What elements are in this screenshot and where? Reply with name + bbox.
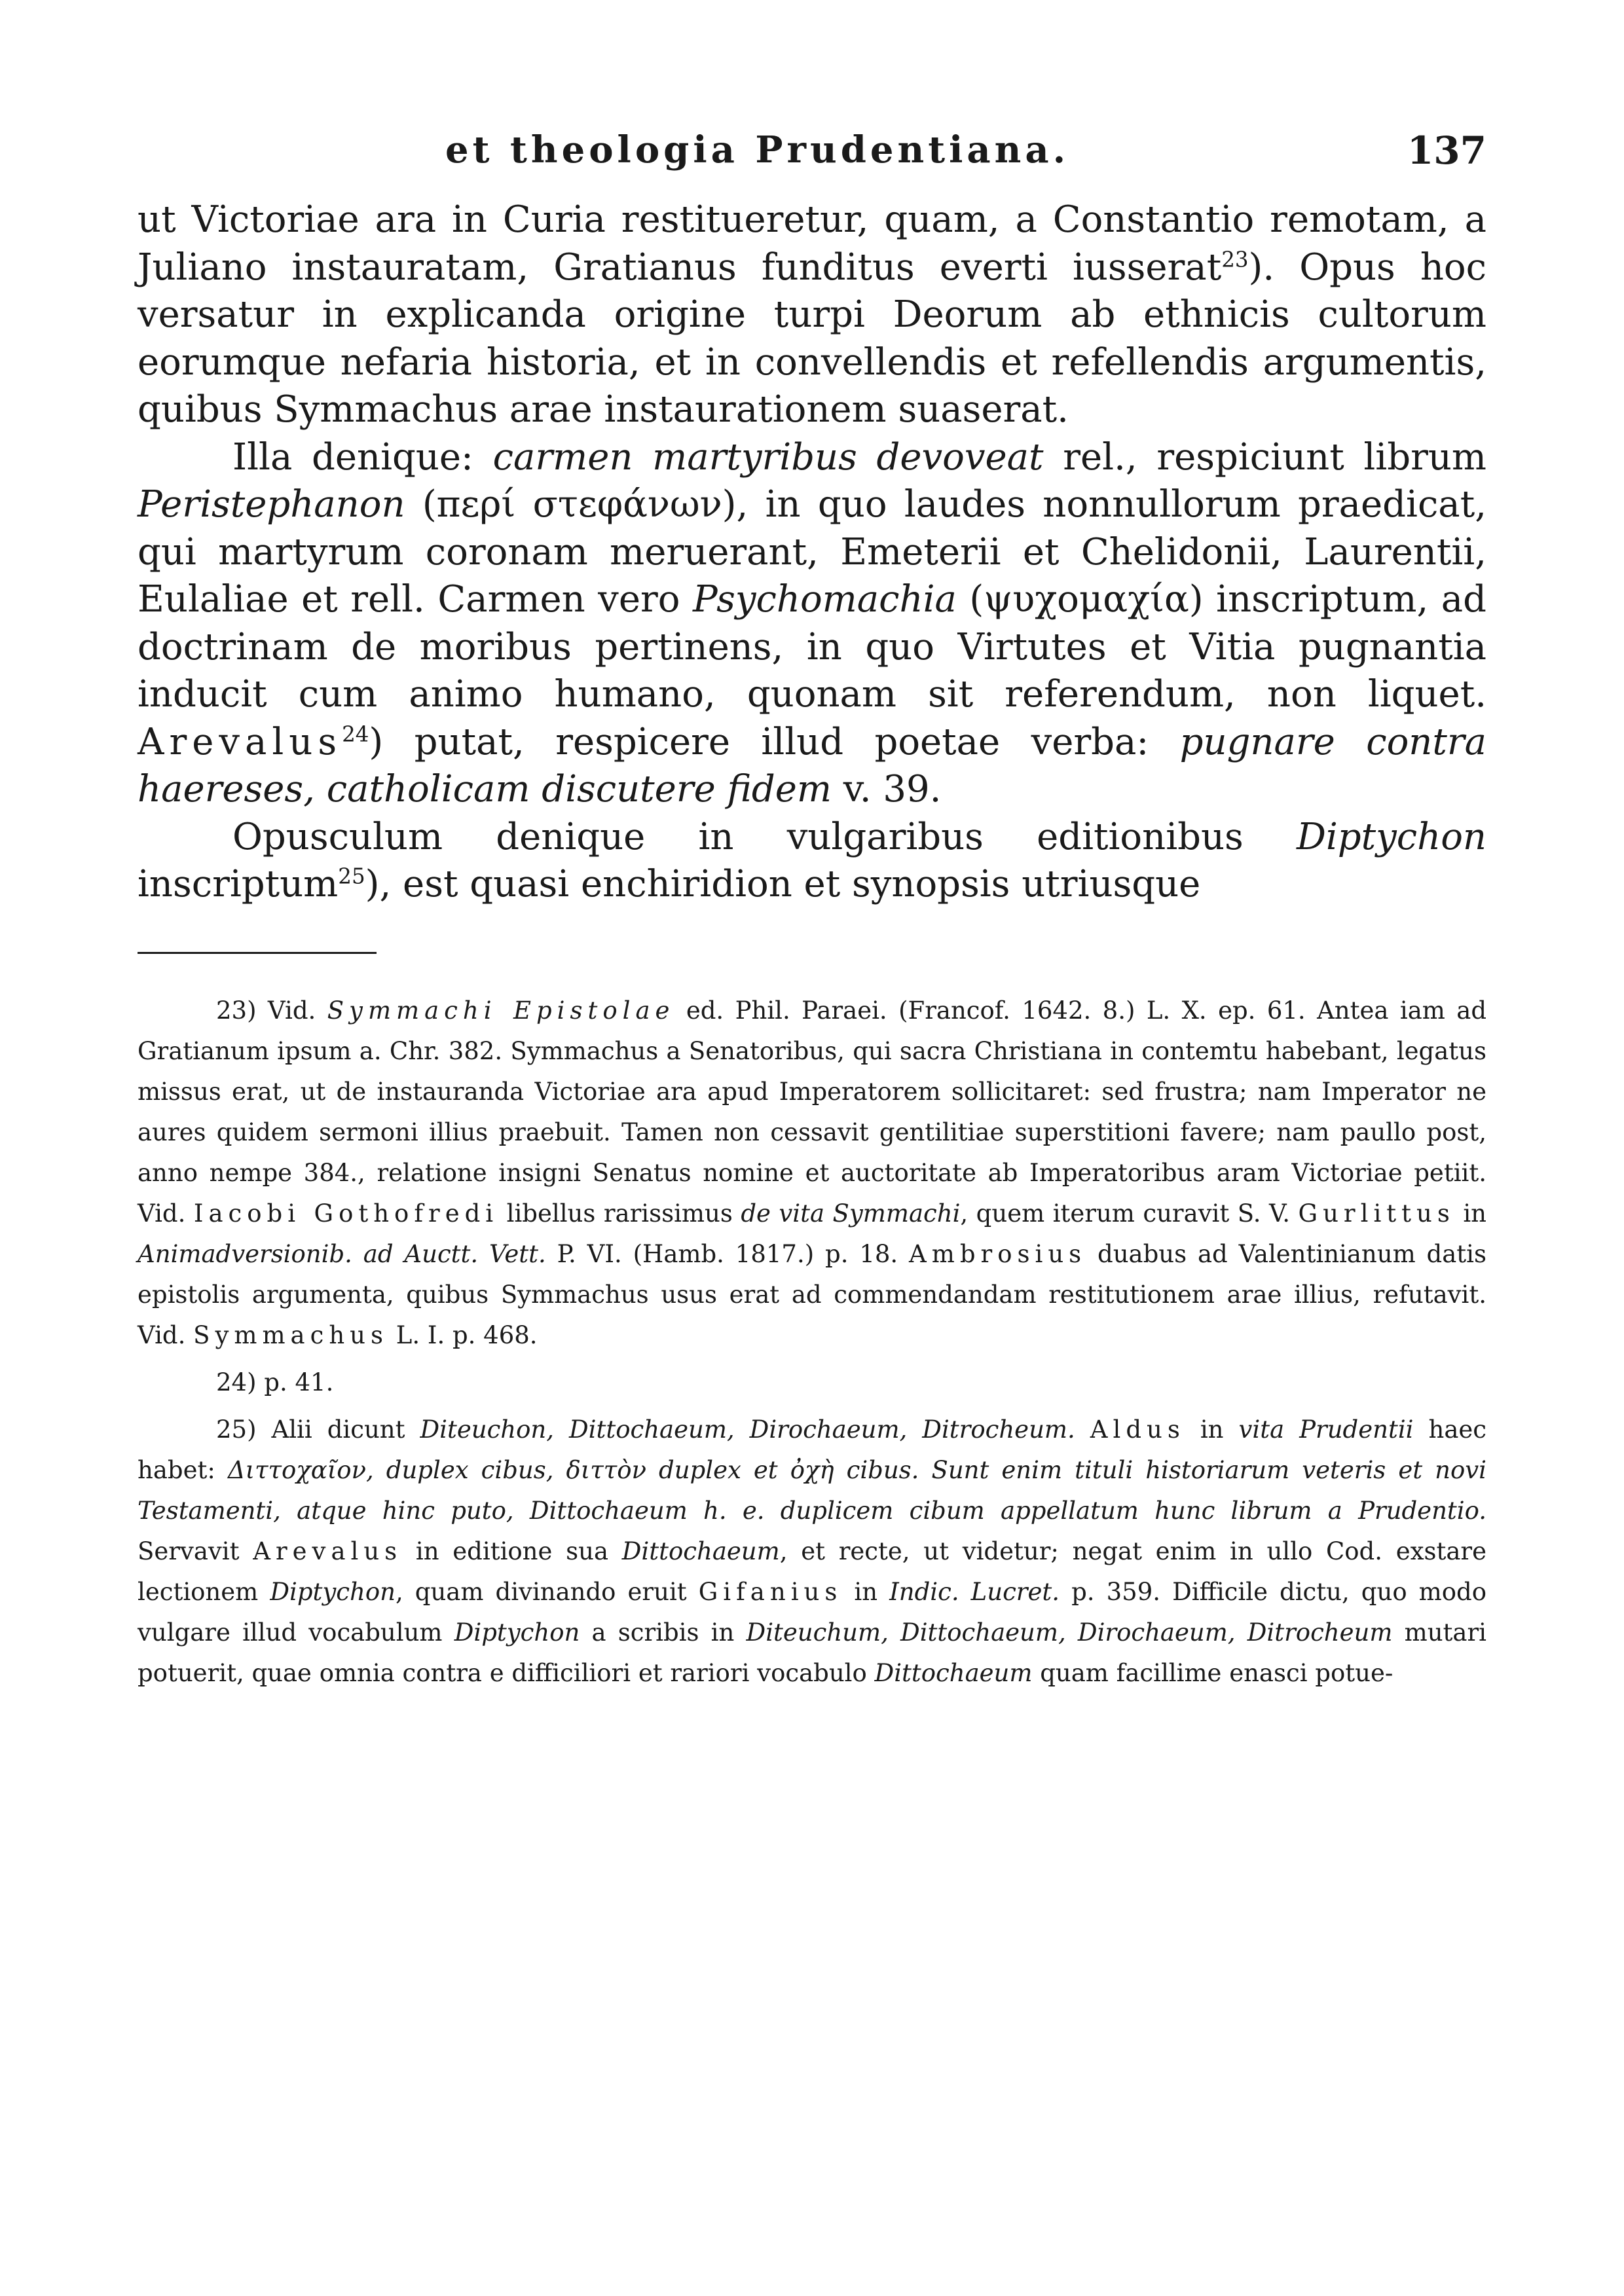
italic-quote: carmen martyribus devoveat bbox=[492, 435, 1044, 479]
italic-title: Animadversionib. ad Auctt. Vett. bbox=[138, 1239, 546, 1268]
footnotes bbox=[138, 991, 1486, 1694]
page-number: 137 bbox=[1407, 128, 1486, 173]
text-run: ed. Phil. Paraei. (Francof. 1642. 8.) L. X. ep. 61. Antea iam ad Gratianum ipsum a. Chr. 382. Symmachus a Senatoribus, qui sacra Christiana in contemtu habebant, legatus missus erat, ut de instauranda Victoriae ara apud Imperatorem sollicitaret: sed frustra; nam Imperator ne aures quidem sermoni illius praebuit. Tamen non cessavit gentilitiae superstitioni favere; nam paullo post, anno nempe 384., relatione insigni Senatus nomine et auctoritate ab Imperatoribus aram Victoriae petiit. Vid. bbox=[138, 996, 1487, 1228]
italic-title: Indic. Lucret. bbox=[889, 1577, 1060, 1606]
text-run: rel., respiciunt librum bbox=[1043, 435, 1487, 479]
text-run: quam facillime enasci potue- bbox=[1032, 1658, 1393, 1687]
italic-title: Diteuchum, Dittochaeum, Dirochaeum, Ditrocheum bbox=[746, 1618, 1393, 1647]
book-page bbox=[138, 111, 1486, 1694]
footnote-divider bbox=[138, 952, 377, 954]
text-run: , quem iterum curavit S. V. bbox=[960, 1199, 1299, 1228]
text-run: v. 39. bbox=[831, 768, 942, 811]
text-run: , et recte, ut videtur; negat enim in ullo Cod. exstare lectionem bbox=[138, 1537, 1486, 1606]
text-run: in bbox=[1185, 1415, 1239, 1444]
text-run: ) putat, respicere illud poetae verba: bbox=[369, 720, 1180, 763]
spaced-name: Gifanius bbox=[698, 1577, 843, 1606]
footnote-23 bbox=[138, 991, 1486, 1356]
text-run: libellus rarissimus bbox=[498, 1199, 741, 1228]
paragraph-2 bbox=[138, 434, 1486, 814]
text-run: p. 359. Difficile dictu, quo modo vulgare illud vocabulum bbox=[138, 1577, 1486, 1647]
italic-title: Diteuchon, Dittochaeum, Dirochaeum, Ditrocheum. bbox=[420, 1415, 1075, 1444]
italic-title: Peristephanon bbox=[138, 483, 405, 526]
italic-title: Diptychon bbox=[270, 1577, 396, 1606]
text-run: 23) Vid. bbox=[216, 996, 327, 1025]
spaced-name: Symmachus bbox=[193, 1321, 388, 1349]
text-run: ), est quasi enchiridion et synopsis utriusque bbox=[365, 863, 1201, 905]
text-run: (περί στεφάνων), in quo laudes nonnullorum praedicat, qui martyrum coronam meruerant, Emeterii et Chelidonii, Laurentii, Eulaliae et rell. Carmen vero bbox=[138, 483, 1486, 621]
text-run: Servavit bbox=[138, 1537, 253, 1565]
italic-title: Psychomachia bbox=[692, 578, 957, 621]
footnote-ref-24: 24 bbox=[342, 721, 369, 746]
italic-title: Diptychon bbox=[1296, 815, 1486, 858]
text-run: Illa denique: bbox=[232, 435, 493, 479]
page-header bbox=[138, 111, 1486, 196]
spaced-name: Arevalus bbox=[253, 1537, 403, 1565]
text-run: L. I. p. 468. bbox=[388, 1321, 538, 1349]
text-run: P. VI. (Hamb. 1817.) p. 18. bbox=[545, 1239, 910, 1268]
text-run: a scribis in bbox=[580, 1618, 747, 1647]
text-run: (ψυχομαχία) inscriptum, ad doctrinam de moribus pertinens, in quo Virtutes et Vitia pugnantia inducit cum animo humano, quonam sit referendum, non liquet. bbox=[138, 578, 1486, 716]
footnote-24: 24) p. 41. bbox=[216, 1368, 334, 1396]
text-run: Opusculum denique in vulgaribus editionibus bbox=[232, 815, 1297, 858]
text-run: mutari potuerit, quae omnia contra e difficiliori et rariori vocabulo bbox=[138, 1618, 1487, 1687]
italic-title: de vita Symmachi bbox=[741, 1199, 961, 1228]
text-run: inscriptum bbox=[138, 863, 339, 905]
text-run: in bbox=[1454, 1199, 1486, 1228]
italic-title: Dittochaeum bbox=[874, 1658, 1033, 1687]
italic-quote: pugnare contra haereses, catholicam discutere fidem bbox=[138, 720, 1487, 811]
running-title: et theologia Prudentiana. bbox=[445, 128, 1070, 172]
spaced-name: Aldus bbox=[1090, 1415, 1185, 1444]
text-run: duabus ad Valentinianum datis epistolis argumenta, quibus Symmachus usus erat ad commendandam restitutionem arae illius, refutavit. Vid. bbox=[138, 1239, 1486, 1349]
paragraph-1 bbox=[138, 196, 1486, 434]
footnote-ref-25: 25 bbox=[338, 864, 365, 889]
italic-title: Diptychon bbox=[454, 1618, 580, 1647]
italic-title: Symmachi Epistolae bbox=[327, 996, 675, 1025]
spaced-name: Ambrosius bbox=[909, 1239, 1087, 1268]
paragraph-3 bbox=[138, 814, 1486, 909]
text-run: 25) Alii dicunt bbox=[216, 1415, 420, 1444]
spaced-name: Arevalus bbox=[138, 720, 342, 763]
footnote-25 bbox=[138, 1410, 1486, 1694]
italic-quote: Διττοχαῖον, duplex cibus, διττὸν duplex et ὀχὴ cibus. Sunt enim tituli historiarum veteris et novi Testamenti, atque hinc puto, Dittochaeum h. e. duplicem cibum appellatum hunc librum a Prudentio. bbox=[138, 1455, 1486, 1525]
text-run: , quam divinando eruit bbox=[395, 1577, 699, 1606]
text-run: ut Victoriae ara in Curia restitueretur, quam, a Constantio remotam, a Juliano instauratam, Gratianus funditus everti iusserat bbox=[138, 198, 1486, 289]
text-run: ). Opus hoc versatur in explicanda origine turpi Deorum ab ethnicis cultorum eorumque nefaria historia, et in convellendis et refellendis argumentis, quibus Symmachus arae instaurationem suaserat. bbox=[138, 246, 1486, 431]
footnote-ref-23: 23 bbox=[1221, 246, 1249, 272]
spaced-name: Iacobi Gothofredi bbox=[193, 1199, 499, 1228]
spaced-name: Gurlittus bbox=[1298, 1199, 1455, 1228]
text-run: in editione sua bbox=[402, 1537, 622, 1565]
text-run: haec habet: bbox=[138, 1415, 1486, 1484]
text-run: in bbox=[842, 1577, 890, 1606]
italic-title: Dittochaeum bbox=[621, 1537, 780, 1565]
italic-title: vita Prudentii bbox=[1238, 1415, 1414, 1444]
main-text bbox=[138, 196, 1486, 909]
